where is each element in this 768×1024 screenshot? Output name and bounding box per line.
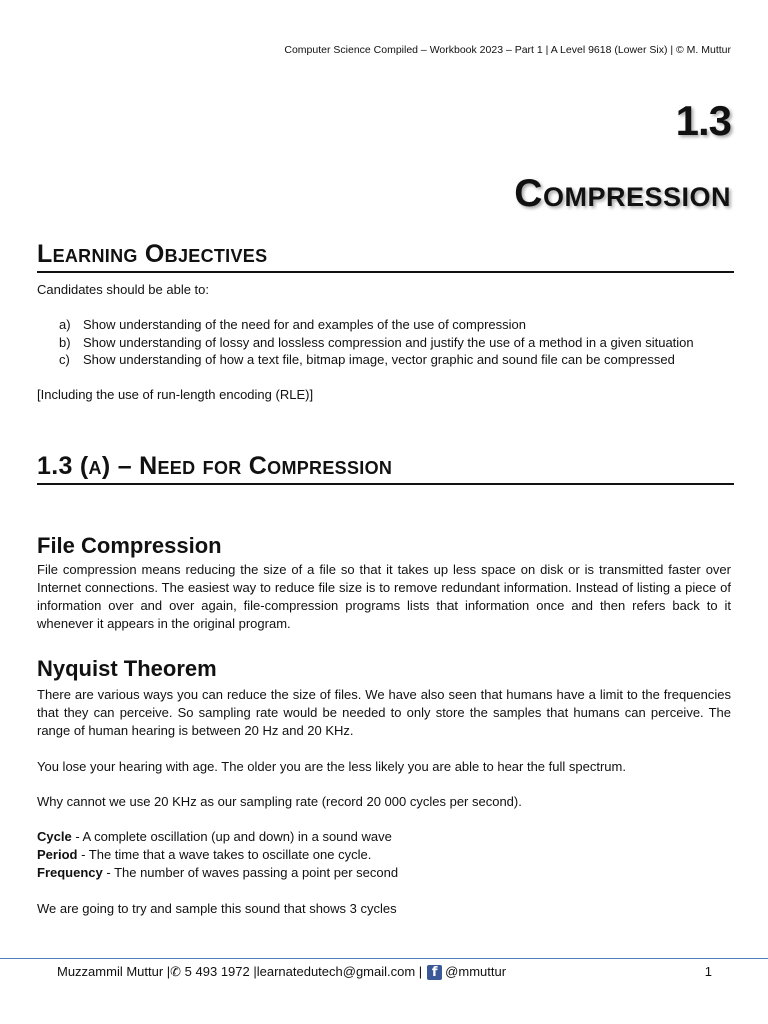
facebook-icon: f <box>427 965 442 980</box>
page-header: Computer Science Compiled – Workbook 2023 – Part 1 | A Level 9618 (Lower Six) | © M. Muttur <box>284 44 731 56</box>
chapter-number: 1.3 <box>675 97 731 144</box>
nyquist-paragraph-2: You lose your hearing with age. The older you are the less likely you are able to hear the full spectrum. <box>37 759 626 774</box>
definition-text: - The number of waves passing a point per second <box>102 865 399 880</box>
file-compression-heading: File Compression <box>37 533 222 558</box>
definition-text: - The time that a wave takes to oscillate one cycle. <box>77 847 372 862</box>
page-number: 1 <box>704 964 712 979</box>
page-footer <box>57 963 506 981</box>
definition-period <box>37 846 371 864</box>
definition-frequency <box>37 864 398 882</box>
footer-handle[interactable]: @mmuttur <box>445 964 507 979</box>
nyquist-heading: Nyquist Theorem <box>37 656 217 681</box>
definition-term: Cycle <box>37 829 72 844</box>
section-a-heading: 1.3 (a) – Need for Compression <box>37 450 734 485</box>
list-item <box>59 316 694 334</box>
list-item <box>59 334 694 352</box>
footer-name: Muzzammil Muttur | <box>57 964 171 979</box>
definition-term: Frequency <box>37 865 103 880</box>
objectives-list <box>59 316 694 369</box>
chapter-title: Compression <box>514 172 731 215</box>
footer-phone: ✆ 5 493 1972 | <box>170 964 257 979</box>
file-compression-paragraph: File compression means reducing the size of a file so that it takes up less space on disk or is transmitted faster over Internet connections. The easiest way to reduce file size is to remove redundant information. Instead of listing a piece of information over and over again, file-compression programs lists that information once and then refers back to it whenever it appears in the original program. <box>37 562 731 631</box>
footer-divider <box>0 958 768 959</box>
learning-objectives-heading: Learning Objectives <box>37 238 734 273</box>
objectives-note: [Including the use of run-length encoding (RLE)] <box>37 387 314 402</box>
definition-term: Period <box>37 847 78 862</box>
list-item-text: Show understanding of the need for and examples of the use of compression <box>83 317 527 332</box>
list-item <box>59 351 694 369</box>
definition-cycle <box>37 828 392 846</box>
nyquist-paragraph-3: Why cannot we use 20 KHz as our sampling rate (record 20 000 cycles per second). <box>37 794 522 809</box>
objectives-intro: Candidates should be able to: <box>37 282 210 297</box>
list-item-letter: c) <box>59 352 70 367</box>
nyquist-paragraph-4: We are going to try and sample this sound that shows 3 cycles <box>37 901 397 916</box>
list-item-text: Show understanding of how a text file, bitmap image, vector graphic and sound file can be compressed <box>83 352 675 367</box>
nyquist-paragraph-1: There are various ways you can reduce the size of files. We have also seen that humans have a limit to the frequencies that they can perceive. So sampling rate would be needed to only store the samples that humans can perceive. The range of human hearing is between 20 Hz and 20 KHz. <box>37 687 731 738</box>
list-item-text: Show understanding of lossy and lossless compression and justify the use of a method in a given situation <box>83 334 694 350</box>
list-item-letter: a) <box>59 317 71 332</box>
definition-text: - A complete oscillation (up and down) in a sound wave <box>71 829 392 844</box>
footer-email[interactable]: learnatedutech@gmail.com | <box>256 964 423 979</box>
list-item-letter: b) <box>59 334 71 350</box>
